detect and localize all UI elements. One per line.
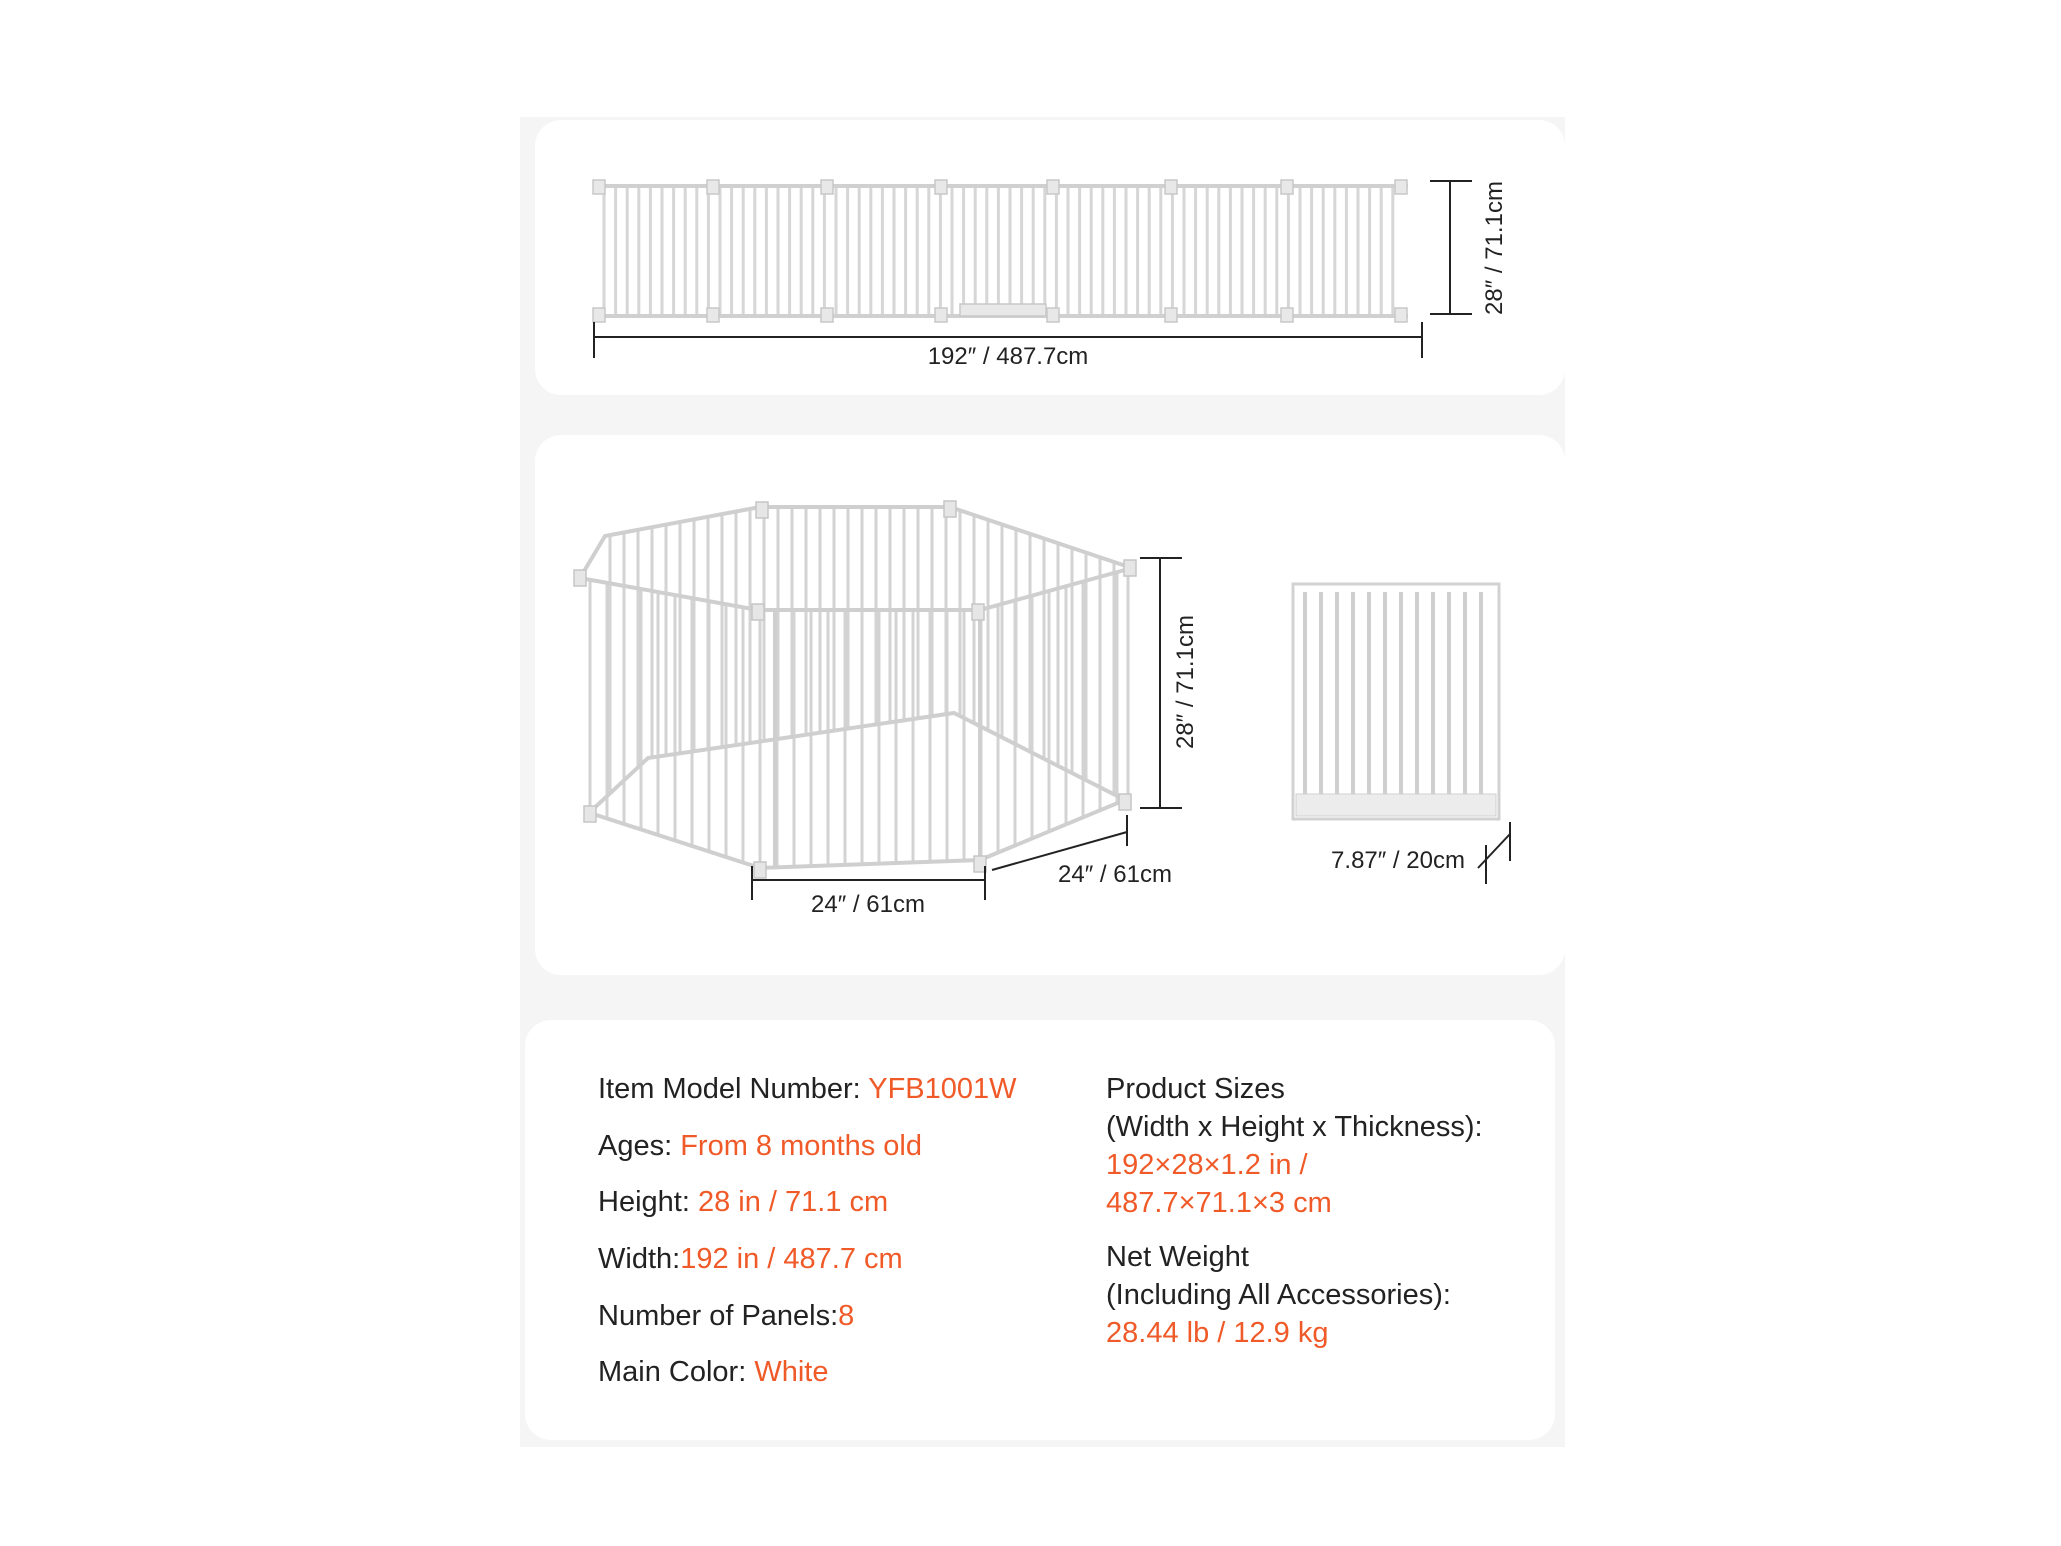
spec-sizes-value-2: 487.7×71.1×3 cm (1106, 1187, 1332, 1219)
spec-model-number (598, 1070, 1017, 1108)
spec-value: YFB1001W (868, 1073, 1017, 1105)
spec-label: Height: (598, 1186, 698, 1218)
spec-value: 192 in / 487.7 cm (680, 1243, 903, 1275)
spec-sizes-value-1: 192×28×1.2 in / (1106, 1149, 1308, 1181)
flat-fence-image (593, 180, 1408, 322)
octagon-right-label: 24″ / 61cm (1058, 861, 1172, 888)
spec-value: White (754, 1356, 829, 1388)
spec-panels (598, 1297, 854, 1335)
spec-weight-title: Net Weight (1106, 1241, 1249, 1273)
spec-sizes-subtitle: (Width x Height x Thickness): (1106, 1111, 1483, 1143)
octagon-fence-image (574, 501, 1136, 878)
spec-weight-subtitle: (Including All Accessories): (1106, 1279, 1451, 1311)
spec-label: Width: (598, 1243, 681, 1275)
octagon-height-label: 28″ / 71.1cm (1172, 615, 1199, 749)
spec-label: Number of Panels: (598, 1300, 839, 1332)
spec-label: Item Model Number: (598, 1073, 869, 1105)
spec-height (598, 1183, 888, 1221)
folded-fence-image (1293, 584, 1499, 819)
spec-weight-value: 28.44 lb / 12.9 kg (1106, 1317, 1329, 1349)
spec-value: 8 (838, 1300, 855, 1332)
folded-thickness-label: 7.87″ / 20cm (1331, 847, 1465, 874)
spec-net-weight (1106, 1238, 1451, 1352)
spec-width (598, 1240, 903, 1278)
flat-width-label: 192″ / 487.7cm (927, 343, 1089, 370)
spec-sizes-title: Product Sizes (1106, 1073, 1285, 1105)
folded-thickness-dimension (1478, 822, 1510, 884)
spec-label: Ages: (598, 1130, 681, 1162)
spec-value: 28 in / 71.1 cm (697, 1186, 889, 1218)
spec-label: Main Color: (598, 1356, 755, 1388)
octagon-front-label: 24″ / 61cm (811, 891, 925, 918)
spec-main-color (598, 1353, 828, 1391)
spec-value: From 8 months old (680, 1130, 922, 1162)
spec-ages (598, 1127, 922, 1165)
flat-height-label: 28″ / 71.1cm (1481, 181, 1508, 315)
flat-height-dimension (1430, 181, 1472, 314)
spec-product-sizes (1106, 1070, 1483, 1222)
